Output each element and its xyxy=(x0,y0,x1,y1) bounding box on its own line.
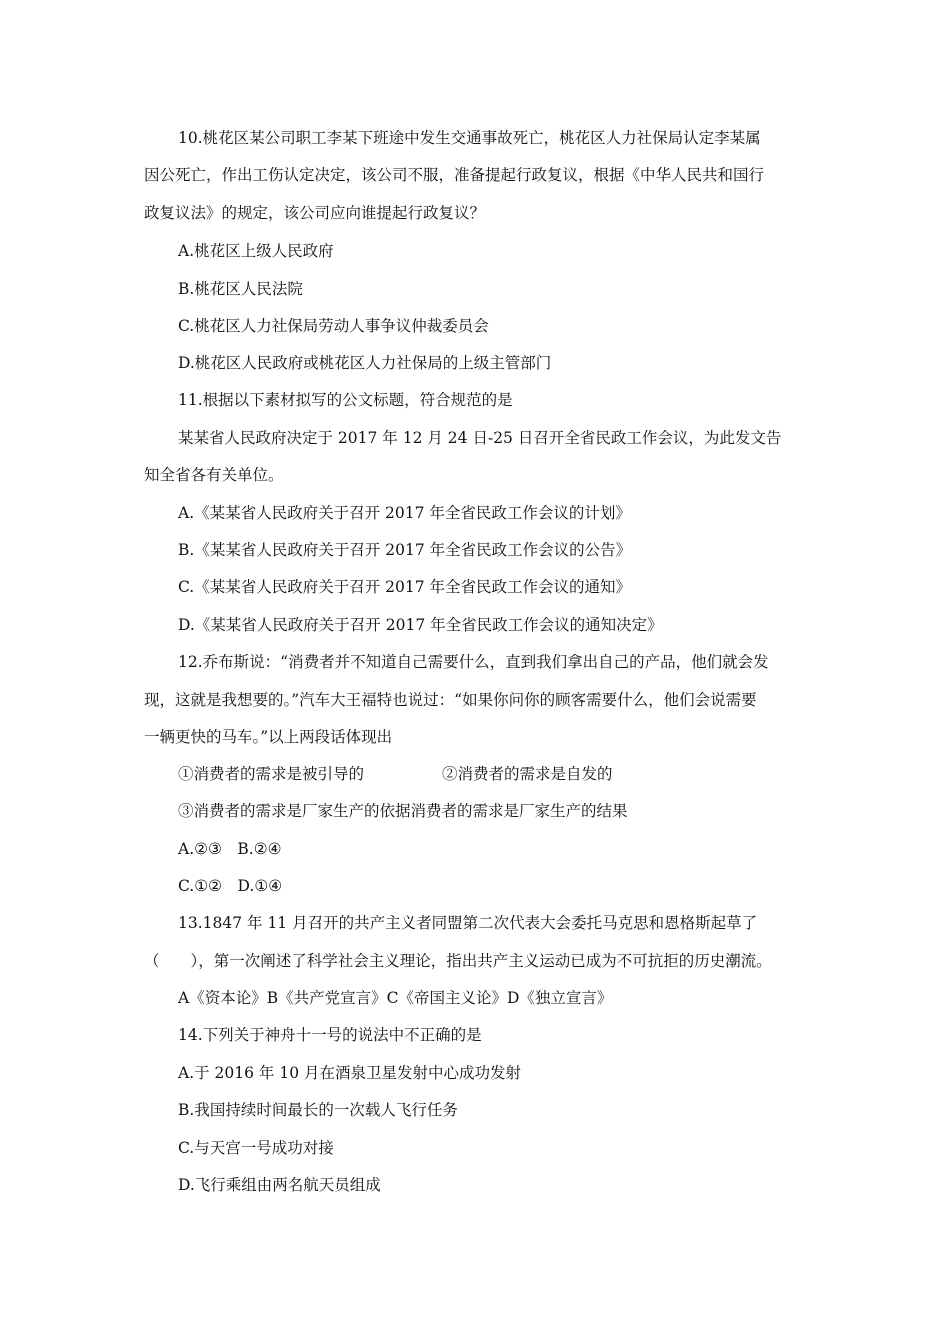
q10-stem-line2: 因公死亡，作出工伤认定决定，该公司不服，准备提起行政复议，根据《中华人民共和国行 xyxy=(144,166,765,184)
q14-option-d: D.飞行乘组由两名航天员组成 xyxy=(178,1176,381,1194)
q12-item-3-4: ③消费者的需求是厂家生产的依据消费者的需求是厂家生产的结果 xyxy=(178,802,628,820)
q12-options-row1: A.②③ B.②④ xyxy=(178,840,282,858)
q11-stem: 11.根据以下素材拟写的公文标题，符合规范的是 xyxy=(178,391,513,409)
q10-option-d: D.桃花区人民政府或桃花区人力社保局的上级主管部门 xyxy=(178,354,552,372)
q12-stem-line3: 一辆更快的马车。”以上两段话体现出 xyxy=(144,728,393,746)
q13-stem-line2: （ ），第一次阐述了科学社会主义理论，指出共产主义运动已成为不可抗拒的历史潮流。 xyxy=(144,952,772,970)
q12-stem-line1: 12.乔布斯说：“消费者并不知道自己需要什么，直到我们拿出自己的产品，他们就会发 xyxy=(178,653,769,671)
q14-option-b: B.我国持续时间最长的一次载人飞行任务 xyxy=(178,1101,458,1119)
q14-option-c: C.与天宫一号成功对接 xyxy=(178,1139,334,1157)
q11-option-d: D.《某某省人民政府关于召开 2017 年全省民政工作会议的通知决定》 xyxy=(178,616,663,634)
q13-options: A《资本论》B《共产党宣言》C《帝国主义论》D《独立宣言》 xyxy=(178,989,613,1007)
q13-stem-line1: 13.1847 年 11 月召开的共产主义者同盟第二次代表大会委托马克思和恩格斯起草了 xyxy=(178,914,758,932)
q14-stem: 14.下列关于神舟十一号的说法中不正确的是 xyxy=(178,1026,482,1044)
q11-option-b: B.《某某省人民政府关于召开 2017 年全省民政工作会议的公告》 xyxy=(178,541,632,559)
q11-material-line1: 某某省人民政府决定于 2017 年 12 月 24 日-25 日召开全省民政工作会议，为此发文告 xyxy=(178,429,782,447)
q10-stem-line3: 政复议法》的规定，该公司应向谁提起行政复议？ xyxy=(144,204,486,222)
q11-material-line2: 知全省各有关单位。 xyxy=(144,466,284,484)
q11-option-a: A.《某某省人民政府关于召开 2017 年全省民政工作会议的计划》 xyxy=(178,504,631,522)
q12-item-2: ②消费者的需求是自发的 xyxy=(442,765,613,783)
q12-options-row2: C.①② D.①④ xyxy=(178,877,283,895)
q12-item-1: ①消费者的需求是被引导的 xyxy=(178,765,365,783)
q10-option-a: A.桃花区上级人民政府 xyxy=(178,242,334,260)
q12-stem-line2: 现，这就是我想要的。”汽车大王福特也说过：“如果你问你的顾客需要什么，他们会说需要 xyxy=(144,691,757,709)
q10-stem-line1: 10.桃花区某公司职工李某下班途中发生交通事故死亡，桃花区人力社保局认定李某属 xyxy=(178,129,761,147)
q14-option-a: A.于 2016 年 10 月在酒泉卫星发射中心成功发射 xyxy=(178,1064,521,1082)
q10-option-b: B.桃花区人民法院 xyxy=(178,280,303,298)
q10-option-c: C.桃花区人力社保局劳动人事争议仲裁委员会 xyxy=(178,317,489,335)
q11-option-c: C.《某某省人民政府关于召开 2017 年全省民政工作会议的通知》 xyxy=(178,578,632,596)
